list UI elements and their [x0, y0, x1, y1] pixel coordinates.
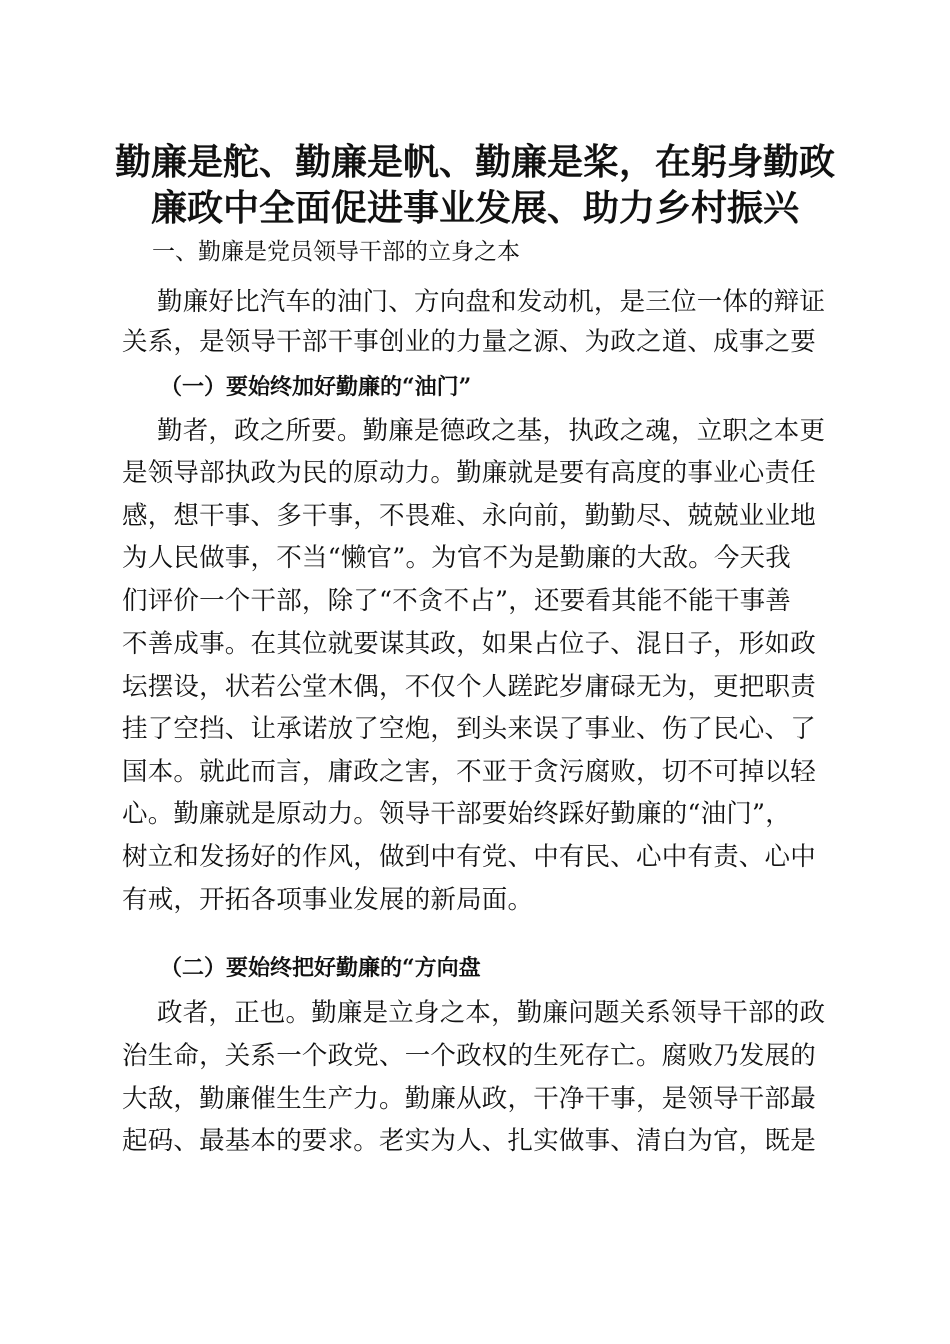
paragraph-line: 们评价一个干部，除了“不贪不占”，还要看其能不能干事善 — [122, 586, 791, 616]
paragraph-line: 大敌，勤廉催生生产力。勤廉从政，干净干事，是领导干部最 — [122, 1084, 816, 1114]
paragraph-line: 勤者，政之所要。勤廉是德政之基，执政之魂，立职之本更 — [157, 416, 826, 446]
paragraph-line: 起码、最基本的要求。老实为人、扎实做事、清白为官，既是 — [122, 1126, 816, 1156]
paragraph-line: 坛摆设，状若公堂木偶，不仅个人蹉跎岁庸碌无为，更把职责 — [122, 672, 816, 702]
paragraph-line: 国本。就此而言，庸政之害，不亚于贪污腐败，切不可掉以轻 — [122, 757, 816, 787]
document-title-line-2: 廉政中全面促进事业发展、助力乡村振兴 — [150, 188, 799, 229]
paragraph-line: 心。勤廉就是原动力。领导干部要始终踩好勤廉的“油门”， — [122, 799, 791, 829]
paragraph-line: 关系，是领导干部干事创业的力量之源、为政之道、成事之要 — [122, 327, 816, 357]
paragraph-line: 挂了空挡、让承诺放了空炮，到头来误了事业、伤了民心、了 — [122, 714, 816, 744]
paragraph-line: 勤廉好比汽车的油门、方向盘和发动机，是三位一体的辩证 — [157, 287, 826, 317]
section-heading-1: 一、勤廉是党员领导干部的立身之本 — [152, 239, 520, 265]
paragraph-line: 感，想干事、多干事，不畏难、永向前，勤勤尽、兢兢业业地 — [122, 501, 816, 531]
subsection-heading-1: （一）要始终加好勤廉的“油门” — [160, 374, 472, 400]
paragraph-line: 为人民做事，不当“懒官”。为官不为是勤廉的大敌。今天我 — [122, 543, 791, 573]
paragraph-line: 治生命，关系一个政党、一个政权的生死存亡。腐败乃发展的 — [122, 1041, 816, 1071]
paragraph-line: 树立和发扬好的作风，做到中有党、中有民、心中有责、心中 — [122, 842, 816, 872]
paragraph-line: 不善成事。在其位就要谋其政，如果占位子、混日子，形如政 — [122, 629, 816, 659]
subsection-heading-2: （二）要始终把好勤廉的“方向盘 — [160, 955, 481, 981]
document-title-line-1: 勤廉是舵、勤廉是帆、勤廉是桨，在躬身勤政 — [114, 142, 835, 183]
paragraph-line: 有戒，开拓各项事业发展的新局面。 — [122, 885, 534, 915]
paragraph-line: 是领导部执政为民的原动力。勤廉就是要有高度的事业心责任 — [122, 458, 816, 488]
paragraph-line: 政者，正也。勤廉是立身之本，勤廉问题关系领导干部的政 — [157, 998, 826, 1028]
